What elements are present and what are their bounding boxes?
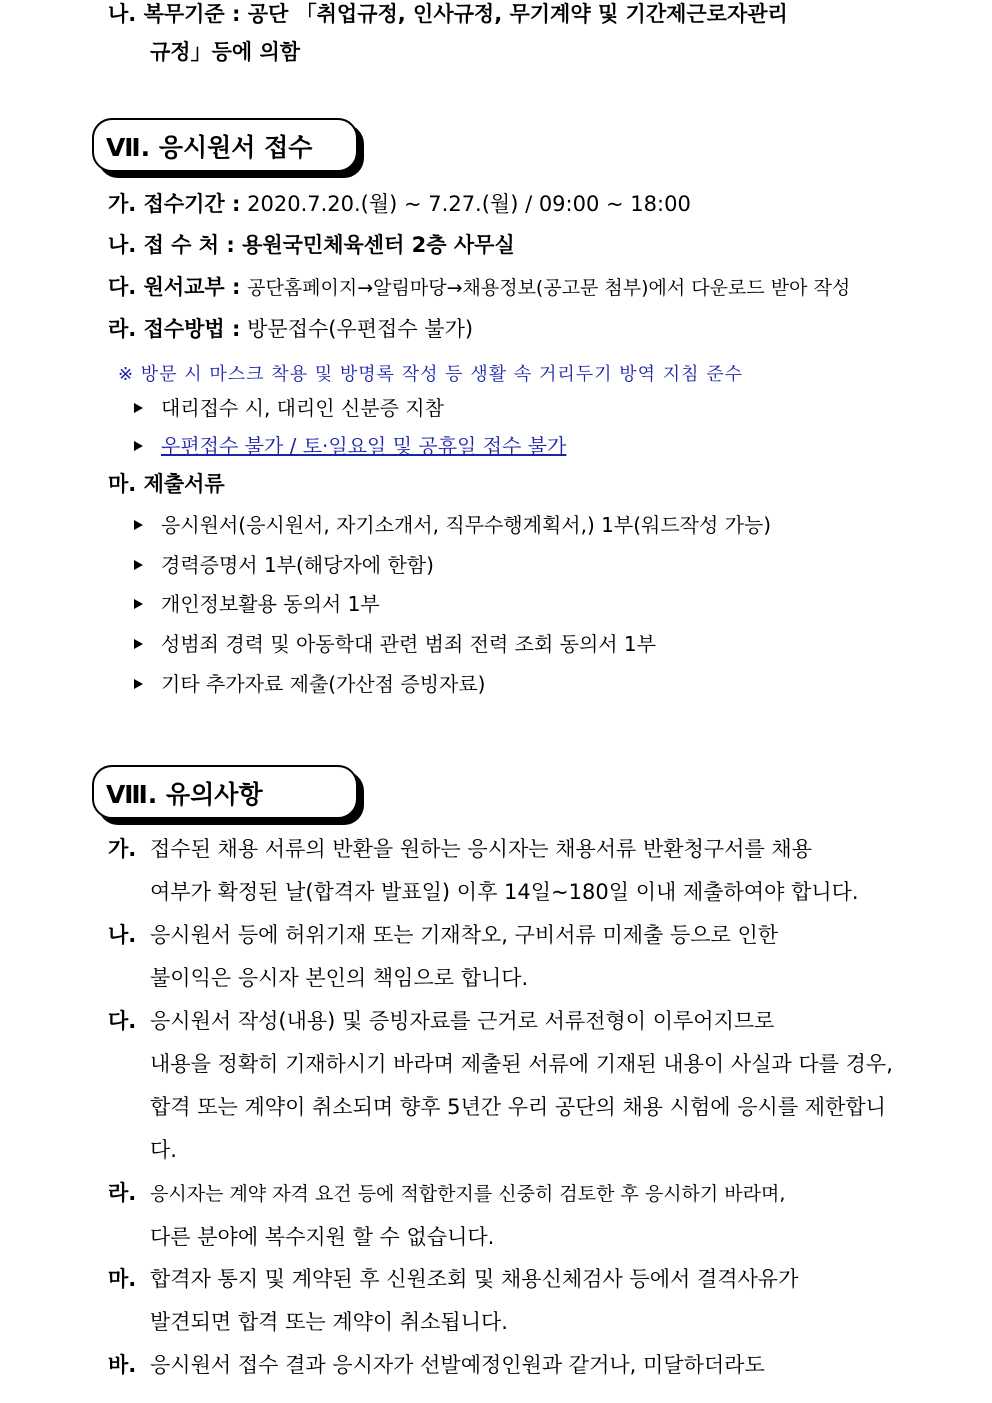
item-ga <box>108 190 691 218</box>
caution-item: 마. 합격자 통지 및 계약된 후 신원조회 및 채용신체검사 등에서 결격사유가 발견되면 합격 또는 계약이 취소됩니다. <box>108 1267 799 1334</box>
section-7-title: Ⅶ. 응시원서 접수 <box>106 133 313 162</box>
caution-item: 라. 응시자는 계약 자격 요건 등에 적합한지를 신중히 검토한 후 응시하기 바라며, 다른 분야에 복수지원 할 수 없습니다. <box>108 1181 786 1249</box>
triangle-bullet-icon <box>134 599 143 609</box>
triangle-bullet-icon <box>134 441 143 451</box>
triangle-bullet-icon <box>134 560 143 570</box>
notice-note: ※ 방문 시 마스크 착용 및 방명록 작성 등 생활 속 거리두기 방역 지침 준수 <box>118 364 744 385</box>
top-clause-line1: 나. 복무기준 : 공단 「취업규정, 인사규정, 무기계약 및 기간제근로자관리 <box>108 2 788 26</box>
triangle-bullet-icon <box>134 520 143 530</box>
bullet-item: 개인정보활용 동의서 1부 <box>134 590 380 618</box>
caution-item: 다. 응시원서 작성(내용) 및 증빙자료를 근거로 서류전형이 이루어지므로 내용을 정확히 기재하시기 바라며 제출된 서류에 기재된 내용이 사실과 다를 경우, 합격 또는 계약이 취소되며 향후 5년간 우리 공단의 채용 시험에 응시를 제한합니다. <box>108 1009 893 1162</box>
item-da-label: 다. 원서교부 : <box>108 275 241 299</box>
bullet-item: 대리접수 시, 대리인 신분증 지참 <box>134 394 444 422</box>
caution-item: 나. 응시원서 등에 허위기재 또는 기재착오, 구비서류 미제출 등으로 인한 불이익은 응시자 본인의 책임으로 합니다. <box>108 923 779 990</box>
item-da-value: 공단홈페이지→알림마당→채용정보(공고문 첨부)에서 다운로드 받아 작성 <box>247 277 851 299</box>
section-8-heading <box>92 765 358 819</box>
bullet-item: 응시원서(응시원서, 자기소개서, 직무수행계획서,) 1부(워드작성 가능) <box>134 511 771 539</box>
item-ra-value: 방문접수(우편접수 불가) <box>247 317 474 341</box>
section-8-title: Ⅷ. 유의사항 <box>106 780 263 809</box>
item-na: 나. 접 수 처 : 용원국민체육센터 2층 사무실 <box>108 233 515 257</box>
triangle-bullet-icon <box>134 679 143 689</box>
bullet-item: 성범죄 경력 및 아동학대 관련 범죄 전력 조회 동의서 1부 <box>134 630 656 658</box>
top-clause-line2: 규정」등에 의함 <box>150 40 301 64</box>
section-7-heading <box>92 118 358 172</box>
item-ra <box>108 315 473 343</box>
item-ga-label: 가. 접수기간 : <box>108 192 241 216</box>
item-ra-label: 라. 접수방법 : <box>108 317 241 341</box>
item-ga-value: 2020.7.20.(월) ~ 7.27.(월) / 09:00 ~ 18:00 <box>247 192 691 216</box>
no-mail-notice: 우편접수 불가 / 토·일요일 및 공휴일 접수 불가 <box>161 434 567 458</box>
caution-item: 바. 응시원서 접수 결과 응시자가 선발예정인원과 같거나, 미달하더라도 <box>108 1353 765 1377</box>
bullet-item <box>134 432 566 460</box>
bullet-item: 경력증명서 1부(해당자에 한함) <box>134 551 434 579</box>
bullet-item: 기타 추가자료 제출(가산점 증빙자료) <box>134 670 485 698</box>
triangle-bullet-icon <box>134 403 143 413</box>
caution-item: 가. 접수된 채용 서류의 반환을 원하는 응시자는 채용서류 반환청구서를 채용 여부가 확정된 날(합격자 발표일) 이후 14일~180일 이내 제출하여야 합니다. <box>108 837 859 904</box>
item-ma: 마. 제출서류 <box>108 472 225 496</box>
triangle-bullet-icon <box>134 639 143 649</box>
item-da <box>108 273 850 302</box>
